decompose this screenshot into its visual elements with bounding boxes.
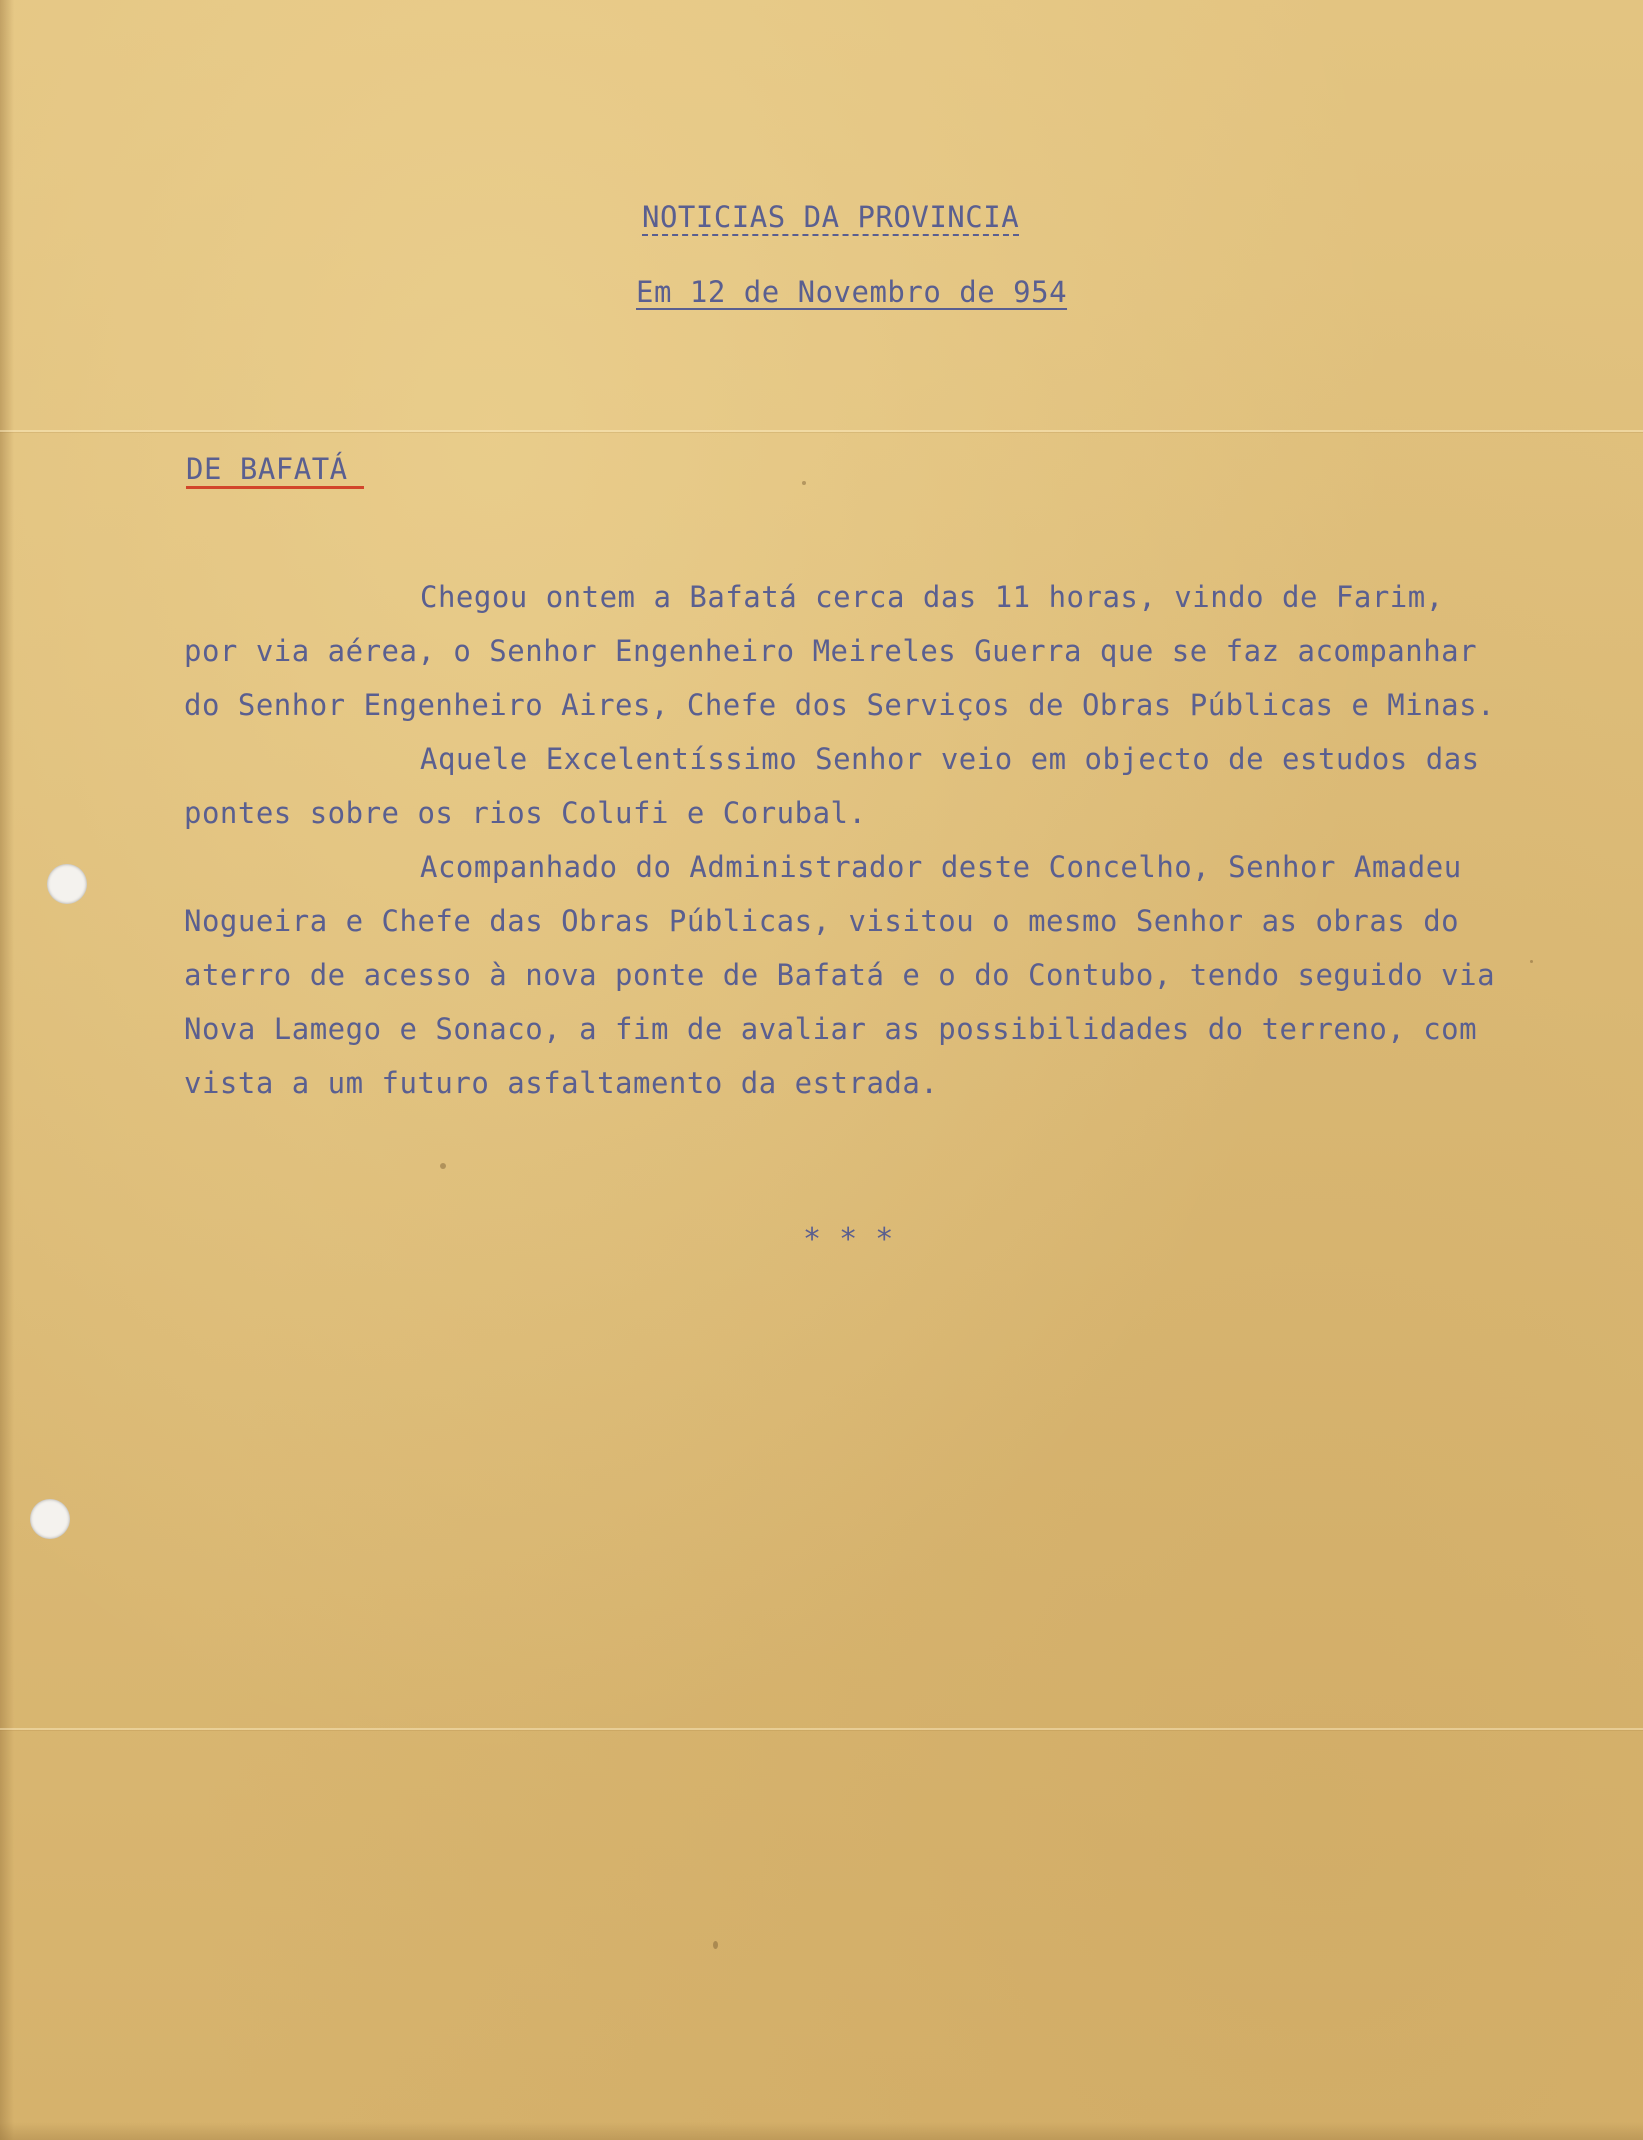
paper-speck (1530, 960, 1533, 963)
body-line: Aquele Excelentíssimo Senhor veio em objecto de estudos das (420, 742, 1480, 776)
body-line: Nogueira e Chefe das Obras Públicas, visitou o mesmo Senhor as obras do (184, 904, 1460, 938)
paper-edge-left (0, 0, 14, 2140)
section-heading: DE BAFATÁ (186, 452, 348, 486)
body-line: pontes sobre os rios Colufi e Corubal. (184, 796, 867, 830)
body-line: do Senhor Engenheiro Aires, Chefe dos Serviços de Obras Públicas e Minas. (184, 688, 1496, 722)
body-line: por via aérea, o Senhor Engenheiro Meireles Guerra que se faz acompanhar (184, 634, 1478, 668)
section-separator: * * * (803, 1222, 894, 1257)
paper-speck (440, 1163, 446, 1169)
body-line: aterro de acesso à nova ponte de Bafatá e o do Contubo, tendo seguido via (184, 958, 1496, 992)
punch-hole-lower (30, 1499, 70, 1539)
paper-fold-upper (0, 430, 1643, 432)
document-title: NOTICIAS DA PROVINCIA (642, 200, 1020, 234)
paper-speck (713, 1941, 718, 1949)
document-date: Em 12 de Novembro de 954 (636, 275, 1068, 309)
paper-edge-bottom (0, 2122, 1643, 2140)
body-line: Nova Lamego e Sonaco, a fim de avaliar as possibilidades do terreno, com (184, 1012, 1478, 1046)
paper-fold-lower (0, 1728, 1643, 1730)
body-line: vista a um futuro asfaltamento da estrada. (184, 1066, 939, 1100)
punch-hole-upper (47, 864, 87, 904)
body-line: Chegou ontem a Bafatá cerca das 11 horas, vindo de Farim, (420, 580, 1444, 614)
paper-speck (802, 481, 806, 485)
body-line: Acompanhado do Administrador deste Concelho, Senhor Amadeu (420, 850, 1462, 884)
section-heading-underline (186, 486, 364, 489)
